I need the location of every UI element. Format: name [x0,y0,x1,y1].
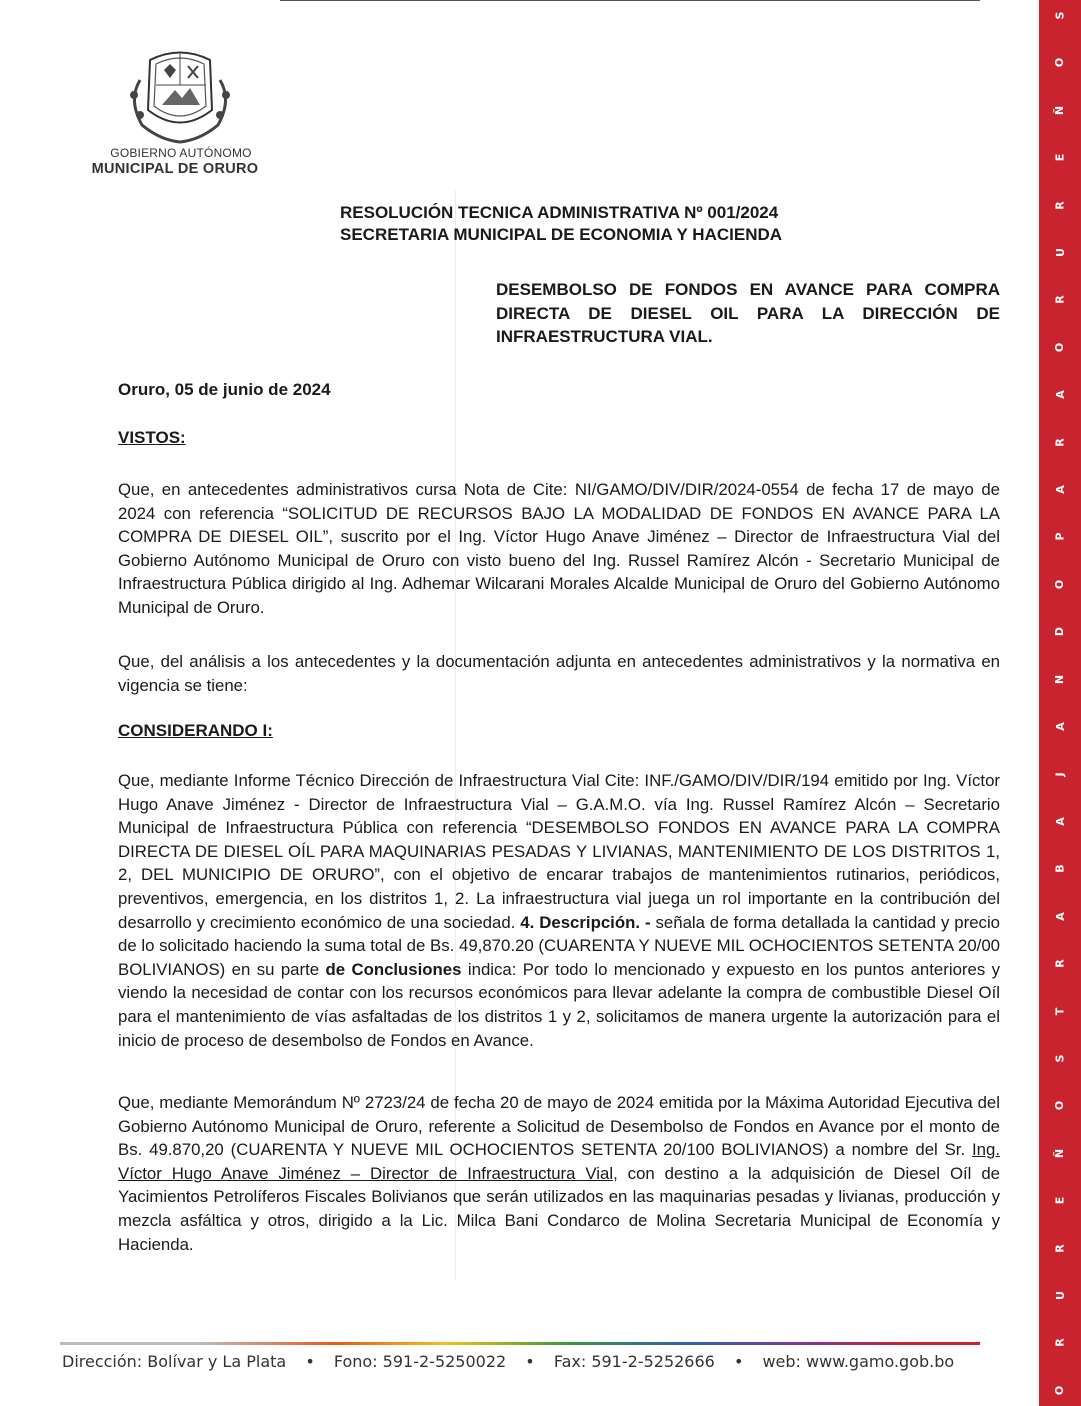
side-band-letter: O [1053,579,1067,590]
side-band-letter: R [1053,1243,1067,1253]
considerando-p1-text-e: indica: Por todo lo mencionado y expuesto en los puntos anteriores y viendo la necesidad de contar con los recursos económicos para llevar adelante la compra de combustible Diesel Oíl para el mantenimiento de vías asfaltadas de los distritos 1 y 2, solicitamos de manera urgente la autorización para el inicio de proceso de desembolso de Fondos en Avance. [118,959,1000,1050]
side-band-letter: Ñ [1053,105,1067,115]
side-band-letter: U [1053,1291,1067,1300]
side-band-letter: R [1053,959,1067,968]
side-band-letter: Ñ [1053,1148,1067,1158]
vistos-paragraph-1: Que, en antecedentes administrativos cursa Nota de Cite: NI/GAMO/DIV/DIR/2024-0554 de fecha 17 de mayo de 2024 con referencia “SOLICITUD DE RECURSOS BAJO LA MODALIDAD DE FONDOS EN AVANCE PARA LA COMPRA DE DIESEL OIL”, suscrito por el Ing. Víctor Hugo Anave Jiménez – Director de Infraestructura Vial del Gobierno Autónomo Municipal de Oruro con visto bueno del Ing. Russel Ramírez Alcón - Secretario Municipal de Infraestructura Pública dirigido al Ing. Adhemar Wilcarani Morales Alcalde Municipal de Oruro del Gobierno Autónomo Municipal de Oruro. [118,480,1000,617]
side-band-letter: S [1053,11,1067,20]
side-band-letter: O [1053,342,1067,353]
considerando-paragraph-1 [118,769,1000,1052]
side-band-letter: N [1053,674,1067,684]
side-band-letter: A [1053,485,1067,494]
coat-of-arms-icon [120,40,240,150]
footer-fax: Fax: 591-2-5252666 [553,1352,715,1371]
side-band-letter: T [1053,1007,1067,1015]
side-band-letter: U [1053,248,1067,257]
considerando-paragraph-2 [118,1091,1000,1256]
side-band-letter: S [1053,1054,1067,1063]
footer-address: Dirección: Bolívar y La Plata [62,1352,287,1371]
resolution-subject: DESEMBOLSO DE FONDOS EN AVANCE PARA COMPRA DIRECTA DE DIESEL OIL PARA LA DIRECCIÓN DE INFRAESTRUCTURA VIAL. [496,280,1000,346]
place-date: Oruro, 05 de junio de 2024 [118,380,331,399]
side-band-letter: A [1053,817,1067,826]
considerando-p2-text-a: Que, mediante Memorándum Nº 2723/24 de fecha 20 de mayo de 2024 emitida por la Máxima Autoridad Ejecutiva del Gobierno Autónomo Municipal de Oruro, referente a Solicitud de Desembolso de Fondos en Avance por el monto de Bs. 49.870,20 (CUARENTA Y NUEVE MIL OCHOCIENTOS SETENTA 20/100 BOLIVIANOS) a nombre del Sr. [118,1093,1000,1160]
top-border-line [280,0,980,1]
side-band-letter: O [1053,1385,1067,1395]
footer-color-rule [60,1342,980,1345]
org-name-line2: MUNICIPAL DE ORURO [91,161,259,177]
considerando-heading: CONSIDERANDO I: [118,721,273,740]
side-band-letter: B [1053,864,1067,874]
side-band-letter: D [1053,627,1067,637]
vistos-heading: VISTOS: [118,428,186,447]
side-band-letter: R [1053,437,1067,447]
side-band-letter: E [1053,1196,1067,1205]
org-name-line1: GOBIERNO AUTÓNOMO [110,146,252,160]
side-band-letter: R [1053,295,1067,305]
side-band-letter: O [1053,1101,1067,1111]
side-band-letter: A [1053,722,1067,731]
considerando-p2-text-c: , con destino a la adquisición de Diesel Oíl de Yacimientos Petrolíferos Fiscales Bolivianos que serán utilizados en las maquinarias pesadas y livianas, producción y mezcla asfáltica y otros, dirigido a la Lic. Milca Bani Condarco de Molina Secretaria Municipal de Economía y Hacienda. [118,1163,1000,1254]
side-band-letter: P [1053,532,1067,541]
considerando-p1-bold-descripcion: 4. Descripción. - [520,912,651,932]
resolution-title-line2: SECRETARIA MUNICIPAL DE ECONOMIA Y HACIENDA [340,225,783,244]
footer-phone: Fono: 591-2-5250022 [333,1352,507,1371]
side-band-letter: A [1053,390,1067,400]
side-band-letter: J [1053,771,1067,777]
side-band-letter: R [1053,1338,1067,1348]
footer-separator: • [305,1352,315,1371]
vistos-paragraph-2: Que, del análisis a los antecedentes y la documentación adjunta en antecedentes administrativos y la normativa en vigencia se tiene: [118,652,1000,695]
side-slogan-band [1039,0,1081,1406]
resolution-title-line1: RESOLUCIÓN TECNICA ADMINISTRATIVA Nº 001/2024 [340,203,779,222]
footer-separator: • [525,1352,535,1371]
considerando-p1-text-c: señala de forma detallada la cantidad y precio de lo solicitado haciendo la suma total de Bs. 49,870.20 (CUARENTA Y NUEVE MIL OCHOCIENTOS SETENTA 20/00 BOLIVIANOS) en su parte [118,912,1001,979]
resolution-title [340,202,782,246]
side-band-letter: O [1053,58,1067,68]
footer-separator: • [733,1352,744,1371]
side-band-letter: R [1053,200,1067,210]
footer-contact [62,1352,982,1371]
considerando-p1-bold-conclusiones: de Conclusiones [325,959,462,979]
considerando-p2-underlined-name: Ing. Víctor Hugo Anave Jiménez – Director de Infraestructura Vial [118,1140,1000,1183]
footer-web: web: www.gamo.gob.bo [762,1352,955,1371]
side-band-letter: A [1053,911,1067,921]
considerando-p1-text-a: Que, mediante Informe Técnico Dirección de Infraestructura Vial Cite: INF./GAMO/DIV/DIR/194 emitido por Ing. Víctor Hugo Anave Jiménez - Director de Infraestructura Vial – G.A.M.O. vía Ing. Russel Ramírez Alcón – Secretario Municipal de Infraestructura Pública con referencia “DESEMBOLSO FONDOS EN AVANCE PARA LA COMPRA DIRECTA DE DIESEL OÍL PARA MAQUINARIAS PESADAS Y LIVIANAS, MANTENIMIENTO DE LOS DISTRITOS 1, 2, DEL MUNICIPIO DE ORURO”, con el objetivo de encarar trabajos de mantenimientos rutinarios, periódicos, preventivos, emergencia, en los distritos 1, 2. La infraestructura vial juega un rol importante en la contribución del desarrollo y crecimiento económico de una sociedad. [118,771,1000,932]
side-band-letter: E [1053,153,1067,162]
